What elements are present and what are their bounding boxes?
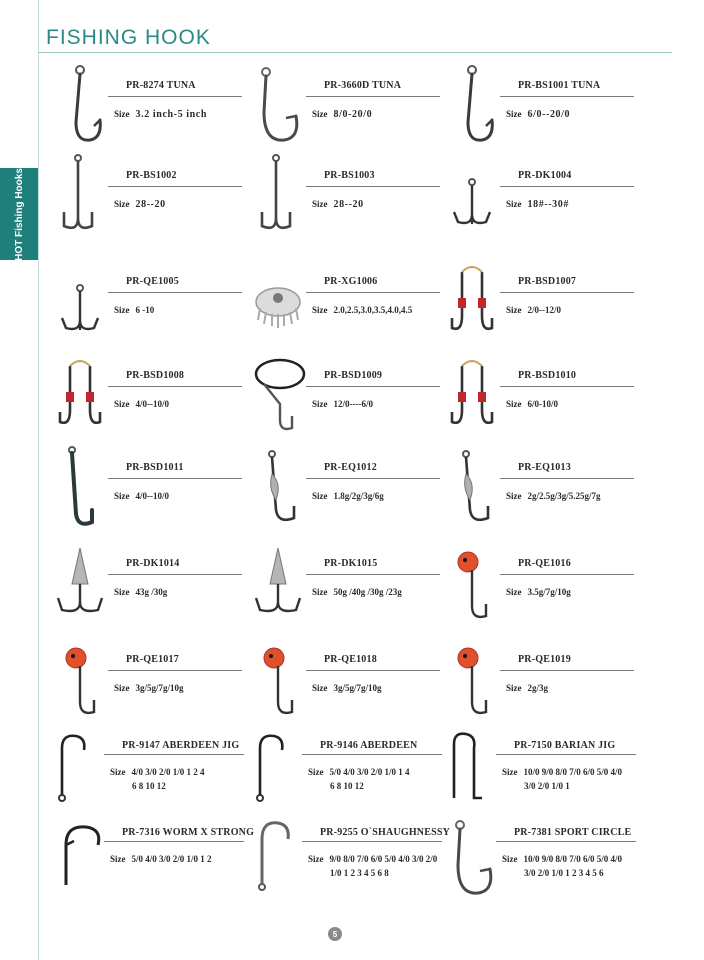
- product-code: PR-QE1019: [518, 654, 571, 665]
- size-value: 3.2 inch-5 inch: [135, 109, 208, 120]
- size-label: Size: [110, 854, 126, 864]
- product-divider: [500, 574, 634, 575]
- product-size: [312, 586, 402, 599]
- product-size: [110, 766, 205, 793]
- size-value: 8/0-20/0: [333, 109, 373, 120]
- size-value-continued: 6 8 10 12: [132, 781, 166, 791]
- size-value: 50g /40g /30g /23g: [333, 587, 402, 597]
- product-size: [312, 398, 373, 411]
- product-divider: [500, 292, 634, 293]
- size-label: Size: [312, 587, 328, 597]
- size-value: 3g/5g/7g/10g: [135, 683, 184, 693]
- size-label: Size: [506, 109, 522, 119]
- product-size: [312, 490, 384, 503]
- product-item: [250, 352, 460, 442]
- product-item: [444, 444, 654, 534]
- size-label: Size: [114, 199, 130, 209]
- product-size: [110, 853, 212, 866]
- size-value: 5/0 4/0 3/0 2/0 1/0 1 2: [131, 854, 212, 864]
- product-divider: [306, 670, 440, 671]
- size-label: Size: [506, 587, 522, 597]
- product-size: [502, 853, 622, 880]
- product-item: [52, 62, 262, 152]
- product-item: [444, 728, 654, 818]
- product-code: PR-7316 WORM X STRONG: [122, 827, 255, 838]
- size-value: 12/0----6/0: [333, 399, 373, 409]
- product-size: [502, 766, 622, 793]
- product-divider: [496, 754, 636, 755]
- size-label: Size: [312, 199, 328, 209]
- product-code: PR-QE1018: [324, 654, 377, 665]
- circle-hook-icon: [250, 62, 306, 152]
- product-divider: [500, 478, 634, 479]
- size-value: 9/0 8/0 7/0 6/0 5/0 4/0 3/0 2/0: [329, 854, 438, 864]
- size-label: Size: [114, 109, 130, 119]
- product-code: PR-9146 ABERDEEN: [320, 740, 418, 751]
- size-value-continued: 1/0 1 2 3 4 5 6 8: [330, 868, 389, 878]
- product-divider: [108, 186, 242, 187]
- product-code: PR-QE1017: [126, 654, 179, 665]
- side-tab-label: HOT Fishing Hooks: [13, 167, 25, 261]
- size-value: 2g/3g: [527, 683, 549, 693]
- product-item: [444, 815, 654, 905]
- assist-hook-icon: [52, 352, 108, 442]
- product-divider: [306, 386, 440, 387]
- tuna-hook-icon: [52, 62, 108, 152]
- assist-hook-icon: [444, 258, 500, 348]
- product-size: [506, 198, 569, 211]
- product-item: [444, 540, 654, 630]
- product-code: PR-QE1005: [126, 276, 179, 287]
- product-item: [250, 62, 460, 152]
- size-value-continued: 3/0 2/0 1/0 1: [524, 781, 570, 791]
- product-item: [444, 258, 654, 348]
- product-size: [312, 108, 372, 121]
- product-divider: [306, 292, 440, 293]
- product-divider: [500, 386, 634, 387]
- product-code: PR-EQ1012: [324, 462, 377, 473]
- product-item: [250, 636, 460, 726]
- size-label: Size: [312, 305, 328, 315]
- product-divider: [306, 96, 440, 97]
- size-label: Size: [114, 587, 130, 597]
- size-value: 3.5g/7g/10g: [527, 587, 571, 597]
- product-size: [312, 304, 412, 317]
- product-item: [52, 636, 262, 726]
- product-code: PR-7150 BARIAN JIG: [514, 740, 616, 751]
- size-value: 6/0--20/0: [527, 109, 571, 120]
- product-item: [444, 152, 654, 242]
- size-value-continued: 3/0 2/0 1/0 1 2 3 4 5 6: [524, 868, 604, 878]
- left-margin-rule: [38, 0, 39, 960]
- size-value: 2.0,2.5,3.0,3.5,4.0,4.5: [333, 305, 413, 315]
- size-label: Size: [308, 854, 324, 864]
- size-value: 28--20: [333, 199, 364, 210]
- product-divider: [302, 754, 442, 755]
- size-value: 4/0--10/0: [135, 399, 169, 409]
- page-number: 5: [328, 927, 342, 941]
- assist-hook-icon: [444, 352, 500, 442]
- product-code: PR-BSD1011: [126, 462, 184, 473]
- product-divider: [108, 386, 242, 387]
- aberdeen-hook-icon: [250, 728, 306, 818]
- oshaughnessy-hook-icon: [250, 815, 306, 905]
- weighted-treble-icon: [250, 540, 306, 630]
- product-item: [444, 636, 654, 726]
- product-size: [312, 198, 364, 211]
- size-value: 5/0 4/0 3/0 2/0 1/0 1 4: [329, 767, 410, 777]
- product-size: [114, 490, 169, 503]
- product-size: [114, 682, 184, 695]
- product-code: PR-9255 O`SHAUGHNESSY: [320, 827, 451, 838]
- product-divider: [108, 478, 242, 479]
- product-item: [250, 815, 460, 905]
- product-divider: [104, 754, 244, 755]
- size-value: 3g/5g/7g/10g: [333, 683, 382, 693]
- product-size: [506, 490, 601, 503]
- tuna-hook-icon: [444, 62, 500, 152]
- product-size: [506, 586, 571, 599]
- product-divider: [500, 96, 634, 97]
- size-label: Size: [312, 109, 328, 119]
- product-size: [506, 304, 561, 317]
- double-hook-icon: [250, 152, 306, 242]
- product-size: [308, 853, 437, 880]
- product-divider: [500, 670, 634, 671]
- size-value: 1.8g/2g/3g/6g: [333, 491, 384, 501]
- weighted-hook-icon: [444, 444, 500, 534]
- size-label: Size: [506, 399, 522, 409]
- size-label: Size: [506, 199, 522, 209]
- size-label: Size: [506, 491, 522, 501]
- product-item: [52, 728, 262, 818]
- product-divider: [108, 96, 242, 97]
- product-divider: [496, 841, 636, 842]
- product-divider: [108, 670, 242, 671]
- product-item: [52, 815, 262, 905]
- product-code: PR-3660D TUNA: [324, 80, 402, 91]
- size-value: 2g/2.5g/3g/5.25g/7g: [527, 491, 601, 501]
- product-size: [506, 682, 548, 695]
- product-code: PR-EQ1013: [518, 462, 571, 473]
- size-label: Size: [114, 399, 130, 409]
- size-label: Size: [312, 683, 328, 693]
- product-size: [114, 586, 167, 599]
- product-code: PR-BS1002: [126, 170, 177, 181]
- product-size: [114, 108, 207, 121]
- product-divider: [306, 186, 440, 187]
- product-item: [250, 444, 460, 534]
- size-value: 2/0--12/0: [527, 305, 561, 315]
- product-divider: [500, 186, 634, 187]
- product-size: [114, 304, 154, 317]
- product-item: [250, 152, 460, 242]
- product-code: PR-9147 ABERDEEN JIG: [122, 740, 240, 751]
- product-size: [312, 682, 382, 695]
- product-size: [506, 398, 558, 411]
- size-label: Size: [502, 767, 518, 777]
- product-size: [506, 108, 570, 121]
- page-title: FISHING HOOK: [46, 26, 211, 49]
- product-divider: [108, 574, 242, 575]
- product-code: PR-8274 TUNA: [126, 80, 196, 91]
- product-code: PR-BSD1008: [126, 370, 185, 381]
- size-value: 28--20: [135, 199, 166, 210]
- product-item: [52, 540, 262, 630]
- jig-head-icon: [444, 540, 500, 630]
- side-tab: [0, 168, 38, 260]
- jig-hook-icon: [444, 728, 500, 818]
- size-value: 10/0 9/0 8/0 7/0 6/0 5/0 4/0: [523, 767, 623, 777]
- product-item: [444, 352, 654, 442]
- worm-hook-icon: [52, 815, 108, 905]
- product-item: [52, 258, 262, 348]
- product-item: [52, 152, 262, 242]
- size-label: Size: [312, 399, 328, 409]
- product-item: [52, 352, 262, 442]
- product-code: PR-DK1014: [126, 558, 180, 569]
- product-item: [444, 62, 654, 152]
- size-value: 6 -10: [135, 305, 155, 315]
- product-divider: [108, 292, 242, 293]
- product-code: PR-QE1016: [518, 558, 571, 569]
- product-divider: [104, 841, 244, 842]
- circle-hook-icon: [444, 815, 500, 905]
- size-value-continued: 6 8 10 12: [330, 781, 364, 791]
- product-code: PR-DK1015: [324, 558, 378, 569]
- size-value: 6/0-10/0: [527, 399, 558, 409]
- product-code: PR-BSD1010: [518, 370, 577, 381]
- size-label: Size: [110, 767, 126, 777]
- product-size: [114, 398, 169, 411]
- size-value: 10/0 9/0 8/0 7/0 6/0 5/0 4/0: [523, 854, 623, 864]
- product-code: PR-BS1003: [324, 170, 375, 181]
- product-item: [250, 540, 460, 630]
- size-value: 4/0 3/0 2/0 1/0 1 2 4: [131, 767, 205, 777]
- size-label: Size: [506, 683, 522, 693]
- product-divider: [306, 478, 440, 479]
- product-code: PR-BS1001 TUNA: [518, 80, 601, 91]
- product-code: PR-BSD1007: [518, 276, 577, 287]
- squid-jig-icon: [250, 258, 306, 348]
- size-label: Size: [312, 491, 328, 501]
- product-item: [52, 444, 262, 534]
- size-label: Size: [502, 854, 518, 864]
- size-label: Size: [114, 305, 130, 315]
- treble-hook-icon: [444, 152, 500, 242]
- jig-head-icon: [52, 636, 108, 726]
- double-hook-icon: [52, 152, 108, 242]
- title-divider: [38, 52, 672, 53]
- weighted-treble-icon: [52, 540, 108, 630]
- size-label: Size: [308, 767, 324, 777]
- aberdeen-hook-icon: [52, 728, 108, 818]
- size-label: Size: [506, 305, 522, 315]
- product-item: [250, 728, 460, 818]
- treble-hook-icon: [52, 258, 108, 348]
- product-size: [114, 198, 166, 211]
- jig-head-icon: [444, 636, 500, 726]
- product-divider: [302, 841, 442, 842]
- product-code: PR-BSD1009: [324, 370, 383, 381]
- product-code: PR-7381 SPORT CIRCLE: [514, 827, 632, 838]
- weighted-hook-icon: [250, 444, 306, 534]
- product-code: PR-XG1006: [324, 276, 378, 287]
- size-label: Size: [114, 683, 130, 693]
- size-value: 18#--30#: [527, 199, 569, 210]
- product-size: [308, 766, 410, 793]
- jig-head-icon: [250, 636, 306, 726]
- size-value: 4/0--10/0: [135, 491, 169, 501]
- size-value: 43g /30g: [135, 587, 168, 597]
- product-divider: [306, 574, 440, 575]
- size-label: Size: [114, 491, 130, 501]
- rigged-line-hook-icon: [250, 352, 306, 442]
- long-shank-hook-icon: [52, 444, 108, 534]
- product-code: PR-DK1004: [518, 170, 572, 181]
- product-item: [250, 258, 460, 348]
